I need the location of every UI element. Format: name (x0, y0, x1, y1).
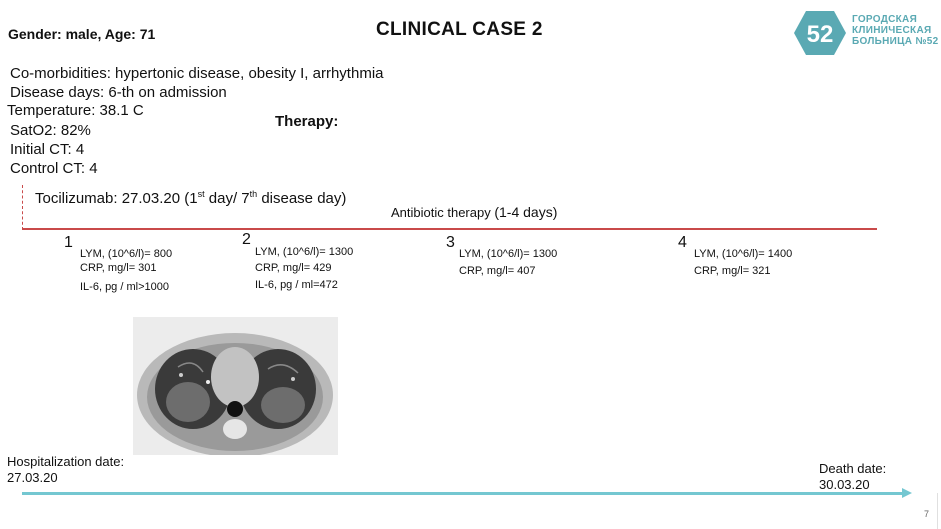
timeline-start-marker (22, 185, 23, 230)
logo-line-2: КЛИНИЧЕСКАЯ (852, 25, 932, 36)
hospital-logo-icon (792, 9, 848, 57)
control-ct: Control CT: 4 (10, 160, 98, 177)
temperature: Temperature: 38.1 C (7, 102, 144, 119)
therapy-label: Therapy: (275, 113, 339, 130)
antibiotic-line: Antibiotic therapy (1-4 days) (391, 204, 558, 220)
timepoint-1-lym: LYM, (10^6/l)= 800 (80, 248, 173, 260)
page-title: CLINICAL CASE 2 (376, 19, 543, 40)
timepoint-4-number: 4 (678, 234, 687, 251)
hospitalization-value: 27.03.20 (7, 470, 58, 485)
timepoint-1-number: 1 (64, 234, 73, 251)
comorbidities: Co-morbidities: hypertonic disease, obesity I, arrhythmia (10, 65, 384, 82)
timepoint-2-crp: CRP, mg/l= 429 (255, 262, 332, 274)
timepoint-2-il6: IL-6, pg / ml=472 (255, 279, 338, 291)
timepoint-1-crp: CRP, mg/l= 301 (80, 262, 157, 274)
tocilizumab-line: Tocilizumab: 27.03.20 (1st day/ 7th disease day) (35, 189, 347, 207)
timepoint-3-number: 3 (446, 234, 455, 251)
timepoint-4-crp: CRP, mg/l= 321 (694, 265, 771, 277)
hospital-stay-arrow (22, 492, 904, 495)
timepoint-2-lym: LYM, (10^6/l)= 1300 (255, 246, 354, 258)
ct-scan-image (133, 317, 338, 455)
hospitalization-date (7, 454, 124, 486)
divider (937, 493, 938, 529)
hospitalization-label: Hospitalization date: (7, 454, 125, 469)
death-date (819, 461, 886, 493)
timepoint-1-il6: IL-6, pg / ml>1000 (80, 281, 169, 293)
page-number: 7 (924, 509, 930, 519)
gender-age: Gender: male, Age: 71 (8, 26, 156, 42)
therapy-timeline (22, 228, 877, 230)
timeline-arrow-icon (902, 488, 912, 498)
logo-line-3: БОЛЬНИЦА №52 (852, 36, 939, 47)
timepoint-3-crp: CRP, mg/l= 407 (459, 265, 536, 277)
initial-ct: Initial CT: 4 (10, 141, 85, 158)
death-value: 30.03.20 (819, 477, 870, 492)
timepoint-4-lym: LYM, (10^6/l)= 1400 (694, 248, 793, 260)
logo-text (852, 14, 939, 47)
timepoint-3-lym: LYM, (10^6/l)= 1300 (459, 248, 558, 260)
timepoint-2-number: 2 (242, 231, 251, 248)
logo-line-1: ГОРОДСКАЯ (852, 14, 918, 25)
logo-mark: 52 (806, 21, 834, 48)
death-label: Death date: (819, 461, 887, 476)
sato2: SatO2: 82% (10, 122, 91, 139)
disease-days: Disease days: 6-th on admission (10, 84, 227, 101)
